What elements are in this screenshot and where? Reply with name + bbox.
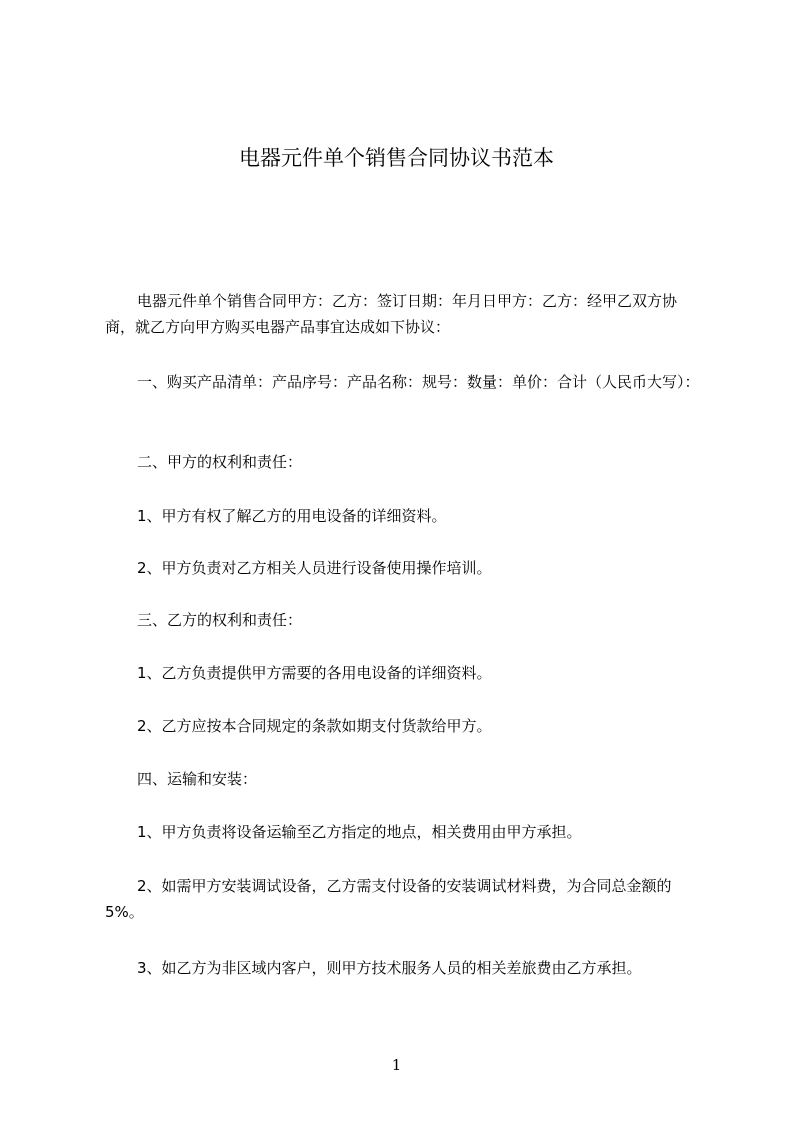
section-3-item-2: 2、乙方应按本合同规定的条款如期支付货款给甲方。: [137, 717, 492, 735]
section-4-item-1: 1、甲方负责将设备运输至乙方指定的地点，相关费用由甲方承担。: [137, 823, 582, 841]
section-1-heading: 一、购买产品清单：产品序号：产品名称：规号：数量：单价：合计（人民币大写）：: [137, 373, 700, 391]
section-3-item-1: 1、乙方负责提供甲方需要的各用电设备的详细资料。: [137, 664, 492, 682]
page-title: 电器元件单个销售合同协议书范本: [239, 146, 554, 170]
intro-paragraph: 电器元件单个销售合同甲方：乙方：签订日期：年月日甲方：乙方：经甲乙双方协商，就乙方向甲方购买电器产品事宜达成如下协议：: [105, 292, 678, 336]
section-4-item-2: 2、如需甲方安装调试设备，乙方需支付设备的安装调试材料费，为合同总金额的5%。: [105, 877, 672, 921]
section-3-heading: 三、乙方的权利和责任：: [137, 611, 303, 629]
section-2-item-1: 1、甲方有权了解乙方的用电设备的详细资料。: [137, 507, 447, 525]
section-2-heading: 二、甲方的权利和责任：: [137, 453, 303, 471]
section-2-item-2: 2、甲方负责对乙方相关人员进行设备使用操作培训。: [137, 559, 492, 577]
page-number: 1: [391, 1056, 402, 1074]
section-4-item-3: 3、如乙方为非区域内客户，则甲方技术服务人员的相关差旅费由乙方承担。: [137, 959, 642, 977]
section-4-heading: 四、运输和安装：: [137, 770, 258, 788]
